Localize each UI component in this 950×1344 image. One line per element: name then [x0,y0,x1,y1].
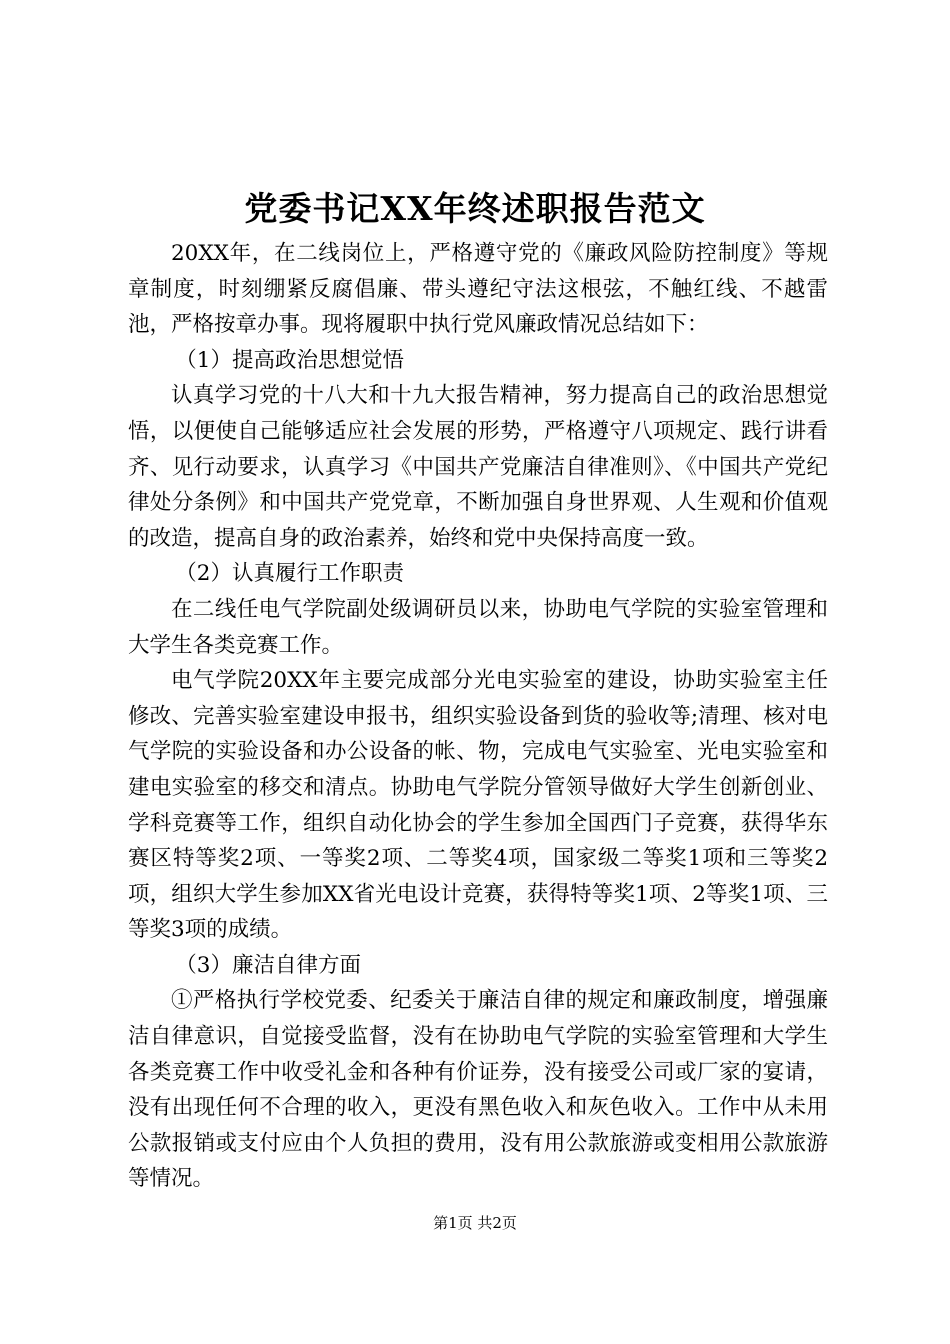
section-1-paragraph: 认真学习党的十八大和十九大报告精神，努力提高自己的政治思想觉悟，以便使自己能够适应社会发展的形势，严格遵守八项规定、践行讲看齐、见行动要求，认真学习《中国共产党廉洁自律准则》、《中国共产党纪律处分条例》和中国共产党党章，不断加强自身世界观、人生观和价值观的改造，提高自身的政治素养，始终和党中央保持高度一致。 [128,383,828,551]
document-body [128,236,828,1197]
section-3-paragraph: ①严格执行学校党委、纪委关于廉洁自律的规定和廉政制度，增强廉洁自律意识，自觉接受监督，没有在协助电气学院的实验室管理和大学生各类竞赛工作中收受礼金和各种有价证券，没有接受公司或厂家的宴请，没有出现任何不合理的收入，更没有黑色收入和灰色收入。工作中从未用公款报销或支付应由个人负担的费用，没有用公款旅游或变相用公款旅游等情况。 [128,988,828,1192]
page-number-footer: 第1页 共2页 [433,1214,517,1232]
section-1-heading: （1）提高政治思想觉悟 [175,347,404,373]
section-2-heading: （2）认真履行工作职责 [175,561,404,587]
document-title: 党委书记XX年终述职报告范文 [244,189,706,228]
section-3-heading: （3）廉洁自律方面 [175,952,361,978]
intro-paragraph: 20XX年，在二线岗位上，严格遵守党的《廉政风险防控制度》等规章制度，时刻绷紧反腐倡廉、带头遵纪守法这根弦，不触红线、不越雷池，严格按章办事。现将履职中执行党风廉政情况总结如下： [128,241,828,338]
section-2-paragraph-1: 在二线任电气学院副处级调研员以来，协助电气学院的实验室管理和大学生各类竞赛工作。 [128,596,828,658]
section-2-paragraph-2: 电气学院20XX年主要完成部分光电实验室的建设，协助实验室主任修改、完善实验室建设申报书，组织实验设备到货的验收等;清理、核对电气学院的实验设备和办公设备的帐、物，完成电气实验室、光电实验室和建电实验室的移交和清点。协助电气学院分管领导做好大学生创新创业、学科竞赛等工作，组织自动化协会的学生参加全国西门子竞赛，获得华东赛区特等奖2项、一等奖2项、二等奖4项，国家级二等奖1项和三等奖2项，组织大学生参加XX省光电设计竞赛，获得特等奖1项、2等奖1项、三等奖3项的成绩。 [128,668,828,943]
